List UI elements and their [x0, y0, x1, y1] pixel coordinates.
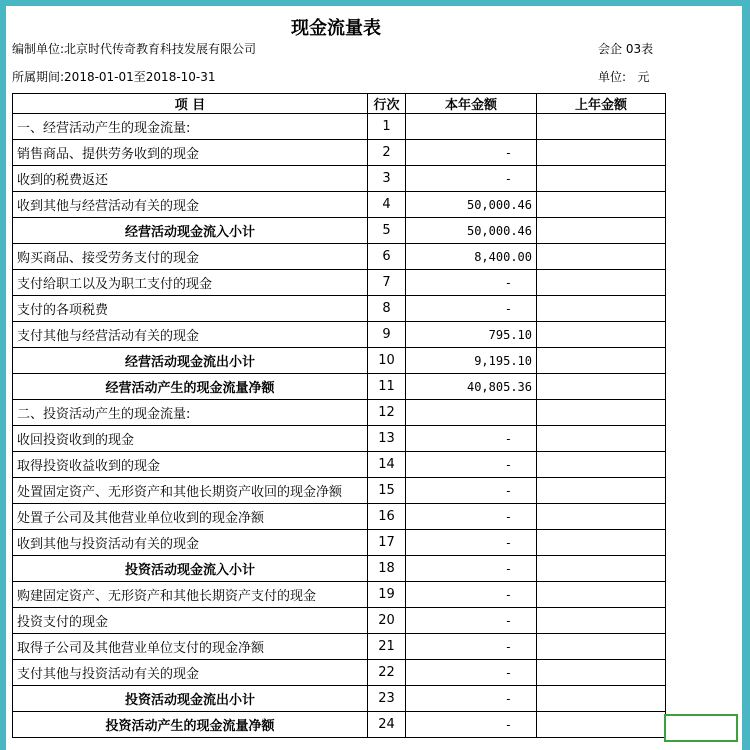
cell-prior-amount[interactable]: [537, 270, 666, 296]
table-row: [13, 140, 666, 166]
cell-item[interactable]: 投资活动产生的现金流量净额: [13, 712, 368, 738]
cell-line-no[interactable]: 2: [368, 140, 406, 166]
table-row: [13, 244, 666, 270]
cell-line-no[interactable]: 22: [368, 660, 406, 686]
col-header-line[interactable]: 行次: [368, 94, 406, 114]
spreadsheet-sheet: [6, 6, 742, 750]
cell-prior-amount[interactable]: [537, 556, 666, 582]
cell-line-no[interactable]: 20: [368, 608, 406, 634]
cell-line-no[interactable]: 23: [368, 686, 406, 712]
cell-current-amount[interactable]: -: [406, 504, 537, 530]
cell-current-amount[interactable]: 8,400.00: [406, 244, 537, 270]
cell-line-no[interactable]: 9: [368, 322, 406, 348]
cell-prior-amount[interactable]: [537, 374, 666, 400]
cell-current-amount[interactable]: [406, 400, 537, 426]
cell-line-no[interactable]: 21: [368, 634, 406, 660]
table-row: [13, 504, 666, 530]
table-row: [13, 400, 666, 426]
cell-current-amount[interactable]: -: [406, 452, 537, 478]
table-row: [13, 660, 666, 686]
cell-item[interactable]: 取得投资收益收到的现金: [13, 452, 368, 478]
cell-item[interactable]: 支付其他与投资活动有关的现金: [13, 660, 368, 686]
cell-line-no[interactable]: 11: [368, 374, 406, 400]
cell-item[interactable]: 支付的各项税费: [13, 296, 368, 322]
cell-line-no[interactable]: 19: [368, 582, 406, 608]
cell-current-amount[interactable]: -: [406, 478, 537, 504]
unit-value: 元: [637, 70, 650, 84]
cell-item[interactable]: 经营活动现金流出小计: [13, 348, 368, 374]
table-row: [13, 270, 666, 296]
cell-line-no[interactable]: 14: [368, 452, 406, 478]
table-row: [13, 686, 666, 712]
selected-cell[interactable]: [664, 714, 738, 742]
table-row: [13, 452, 666, 478]
unit-label: 单位:: [598, 70, 627, 84]
cell-item[interactable]: 收到的税费返还: [13, 166, 368, 192]
table-row: [13, 192, 666, 218]
col-header-item[interactable]: 项 目: [13, 94, 368, 114]
cell-line-no[interactable]: 6: [368, 244, 406, 270]
period-value: 2018-01-01至2018-10-31: [64, 70, 216, 84]
table-row: [13, 218, 666, 244]
period-label: 所属期间:: [12, 70, 65, 84]
cell-line-no[interactable]: 24: [368, 712, 406, 738]
cell-prior-amount[interactable]: [537, 348, 666, 374]
cell-prior-amount[interactable]: [537, 478, 666, 504]
cell-line-no[interactable]: 10: [368, 348, 406, 374]
cell-item[interactable]: 二、投资活动产生的现金流量:: [13, 400, 368, 426]
cell-line-no[interactable]: 16: [368, 504, 406, 530]
reporting-period: [12, 68, 216, 85]
cell-line-no[interactable]: 1: [368, 114, 406, 140]
table-row: [13, 530, 666, 556]
table-header-row: [13, 94, 666, 114]
cell-prior-amount[interactable]: [537, 686, 666, 712]
cell-prior-amount[interactable]: [537, 504, 666, 530]
cell-current-amount[interactable]: -: [406, 530, 537, 556]
cell-prior-amount[interactable]: [537, 608, 666, 634]
cell-current-amount[interactable]: -: [406, 426, 537, 452]
cell-item[interactable]: 处置固定资产、无形资产和其他长期资产收回的现金净额: [13, 478, 368, 504]
table-row: [13, 712, 666, 738]
cell-prior-amount[interactable]: [537, 634, 666, 660]
cell-current-amount[interactable]: -: [406, 712, 537, 738]
table-row: [13, 634, 666, 660]
table-row: [13, 608, 666, 634]
cell-item[interactable]: 收到其他与投资活动有关的现金: [13, 530, 368, 556]
cell-prior-amount[interactable]: [537, 712, 666, 738]
cell-line-no[interactable]: 8: [368, 296, 406, 322]
cell-prior-amount[interactable]: [537, 114, 666, 140]
table-row: [13, 426, 666, 452]
cell-prior-amount[interactable]: [537, 400, 666, 426]
cell-current-amount[interactable]: -: [406, 556, 537, 582]
cell-line-no[interactable]: 5: [368, 218, 406, 244]
cell-item[interactable]: 投资支付的现金: [13, 608, 368, 634]
currency-unit: [598, 68, 650, 85]
cell-current-amount[interactable]: -: [406, 686, 537, 712]
cell-item[interactable]: 支付其他与经营活动有关的现金: [13, 322, 368, 348]
cell-item[interactable]: 收到其他与经营活动有关的现金: [13, 192, 368, 218]
cell-current-amount[interactable]: -: [406, 166, 537, 192]
form-number: 会企 03表: [598, 42, 654, 56]
cell-prior-amount[interactable]: [537, 530, 666, 556]
cell-current-amount[interactable]: 40,805.36: [406, 374, 537, 400]
cell-current-amount[interactable]: -: [406, 608, 537, 634]
cell-current-amount[interactable]: 50,000.46: [406, 218, 537, 244]
cell-line-no[interactable]: 18: [368, 556, 406, 582]
table-row: [13, 478, 666, 504]
table-row: [13, 374, 666, 400]
cell-prior-amount[interactable]: [537, 296, 666, 322]
cell-current-amount[interactable]: -: [406, 582, 537, 608]
cell-item[interactable]: 投资活动现金流出小计: [13, 686, 368, 712]
cell-item[interactable]: 投资活动现金流入小计: [13, 556, 368, 582]
cell-current-amount[interactable]: -: [406, 296, 537, 322]
org-value: 北京时代传奇教育科技发展有限公司: [64, 42, 257, 56]
cell-prior-amount[interactable]: [537, 140, 666, 166]
table-row: [13, 296, 666, 322]
org-label: 编制单位:: [12, 42, 65, 56]
cell-item[interactable]: 购买商品、接受劳务支付的现金: [13, 244, 368, 270]
cell-item[interactable]: 经营活动现金流入小计: [13, 218, 368, 244]
reporting-entity: [12, 40, 256, 57]
table-row: [13, 114, 666, 140]
cell-item[interactable]: 收回投资收到的现金: [13, 426, 368, 452]
cell-prior-amount[interactable]: [537, 218, 666, 244]
cell-current-amount[interactable]: -: [406, 270, 537, 296]
cell-current-amount[interactable]: -: [406, 140, 537, 166]
cell-item[interactable]: 经营活动产生的现金流量净额: [13, 374, 368, 400]
cell-item[interactable]: 购建固定资产、无形资产和其他长期资产支付的现金: [13, 582, 368, 608]
table-row: [13, 322, 666, 348]
cell-line-no[interactable]: 4: [368, 192, 406, 218]
cell-prior-amount[interactable]: [537, 426, 666, 452]
cell-prior-amount[interactable]: [537, 192, 666, 218]
table-row: [13, 582, 666, 608]
cell-item[interactable]: 处置子公司及其他营业单位收到的现金净额: [13, 504, 368, 530]
cell-item[interactable]: 一、经营活动产生的现金流量:: [13, 114, 368, 140]
table-row: [13, 348, 666, 374]
cell-item[interactable]: 取得子公司及其他营业单位支付的现金净额: [13, 634, 368, 660]
col-header-current[interactable]: 本年金额: [406, 94, 537, 114]
cell-prior-amount[interactable]: [537, 660, 666, 686]
cell-line-no[interactable]: 3: [368, 166, 406, 192]
table-row: [13, 556, 666, 582]
cell-line-no[interactable]: 13: [368, 426, 406, 452]
cell-prior-amount[interactable]: [537, 244, 666, 270]
cell-current-amount[interactable]: 795.10: [406, 322, 537, 348]
report-title: 现金流量表: [291, 18, 381, 39]
table-row: [13, 166, 666, 192]
empty-grid-area[interactable]: [665, 93, 742, 750]
cell-current-amount[interactable]: -: [406, 634, 537, 660]
cell-line-no[interactable]: 12: [368, 400, 406, 426]
cell-prior-amount[interactable]: [537, 582, 666, 608]
col-header-prior[interactable]: 上年金额: [537, 94, 666, 114]
cell-prior-amount[interactable]: [537, 166, 666, 192]
cell-line-no[interactable]: 7: [368, 270, 406, 296]
cell-current-amount[interactable]: 50,000.46: [406, 192, 537, 218]
cell-line-no[interactable]: 15: [368, 478, 406, 504]
cell-prior-amount[interactable]: [537, 452, 666, 478]
cell-item[interactable]: 销售商品、提供劳务收到的现金: [13, 140, 368, 166]
cell-line-no[interactable]: 17: [368, 530, 406, 556]
cell-item[interactable]: 支付给职工以及为职工支付的现金: [13, 270, 368, 296]
cell-prior-amount[interactable]: [537, 322, 666, 348]
cash-flow-table: [12, 93, 666, 738]
cell-current-amount[interactable]: -: [406, 660, 537, 686]
cell-current-amount[interactable]: [406, 114, 537, 140]
cell-current-amount[interactable]: 9,195.10: [406, 348, 537, 374]
